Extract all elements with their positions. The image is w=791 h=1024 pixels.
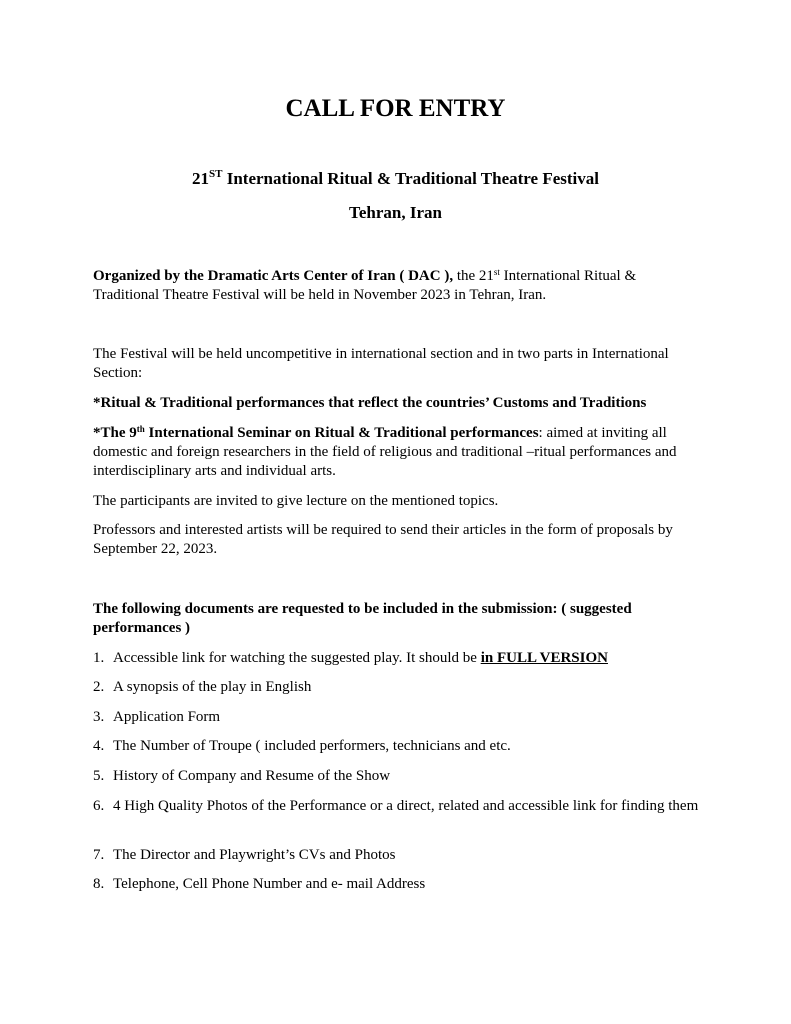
documents-heading: [93, 600, 703, 638]
item-number: 4.: [93, 738, 105, 754]
document-item: [93, 875, 703, 894]
item-number: 3.: [93, 709, 105, 725]
document-item: [93, 649, 703, 668]
deadline-paragraph: Professors and interested artists will be required to send their articles in the form of proposals by September 22, 2023.: [93, 522, 673, 557]
item-text: Telephone, Cell Phone Number and e- mail Address: [113, 876, 426, 892]
document-title: CALL FOR ENTRY: [285, 95, 506, 122]
item-number: 6.: [93, 798, 105, 814]
item-text: The Director and Playwright’s CVs and Photos: [113, 847, 396, 863]
item-number: 7.: [93, 847, 105, 863]
item-text: Accessible link for watching the suggested play. It should be: [113, 650, 481, 666]
item-text: A synopsis of the play in English: [113, 679, 312, 695]
item-text: 4 High Quality Photos of the Performance or a direct, related and accessible link for finding them: [113, 798, 699, 814]
festival-location: Tehran, Iran: [349, 203, 442, 222]
item-number: 1.: [93, 650, 105, 666]
item-text: Application Form: [113, 709, 221, 725]
part-one-text: *Ritual & Traditional performances that reflect the countries’ Customs and Traditions: [93, 395, 647, 411]
part-two-sup: th: [136, 424, 145, 434]
festival-title: International Ritual & Traditional Theatre Festival: [226, 169, 599, 188]
document-item: [93, 737, 703, 756]
documents-heading-text: The following documents are requested to be included in the submission: ( suggested performances ): [93, 601, 632, 636]
sections-paragraph: The Festival will be held uncompetitive in international section and in two parts in International Section:: [93, 346, 669, 381]
part-one: [93, 394, 703, 413]
full-version-emphasis: in FULL VERSION: [480, 650, 608, 666]
intro-text-a: the 21: [453, 268, 494, 284]
document-item: [93, 678, 703, 697]
item-text: History of Company and Resume of the Show: [113, 768, 391, 784]
item-text: The Number of Troupe ( included performers, technicians and etc.: [113, 738, 511, 754]
part-two-rest: : aimed at inviting all domestic and foreign researchers in the field of religious and traditional –ritual performances and interdisciplinary arts and individual arts.: [93, 425, 677, 479]
festival-ordinal-suffix: ST: [209, 168, 223, 180]
intro-sup: st: [493, 267, 500, 277]
document-item: [93, 797, 703, 816]
part-two-bold-b: International Seminar on Ritual & Traditional performances: [144, 425, 539, 441]
document-item: [93, 708, 703, 727]
festival-ordinal: 21: [192, 169, 209, 188]
lecture-paragraph: The participants are invited to give lecture on the mentioned topics.: [93, 493, 499, 509]
part-two-bold-a: *The 9: [93, 425, 137, 441]
intro-text-b: International Ritual & Traditional Theatre Festival will be held in November 2023 in Tehran, Iran.: [93, 268, 637, 303]
item-number: 8.: [93, 876, 105, 892]
item-number: 2.: [93, 679, 105, 695]
document-item: [93, 846, 703, 865]
item-number: 5.: [93, 768, 105, 784]
organizer: Organized by the Dramatic Arts Center of Iran ( DAC ),: [93, 268, 454, 284]
document-item: [93, 767, 703, 786]
part-two: [93, 424, 703, 481]
intro-paragraph: [93, 267, 703, 305]
festival-name: [0, 168, 791, 190]
